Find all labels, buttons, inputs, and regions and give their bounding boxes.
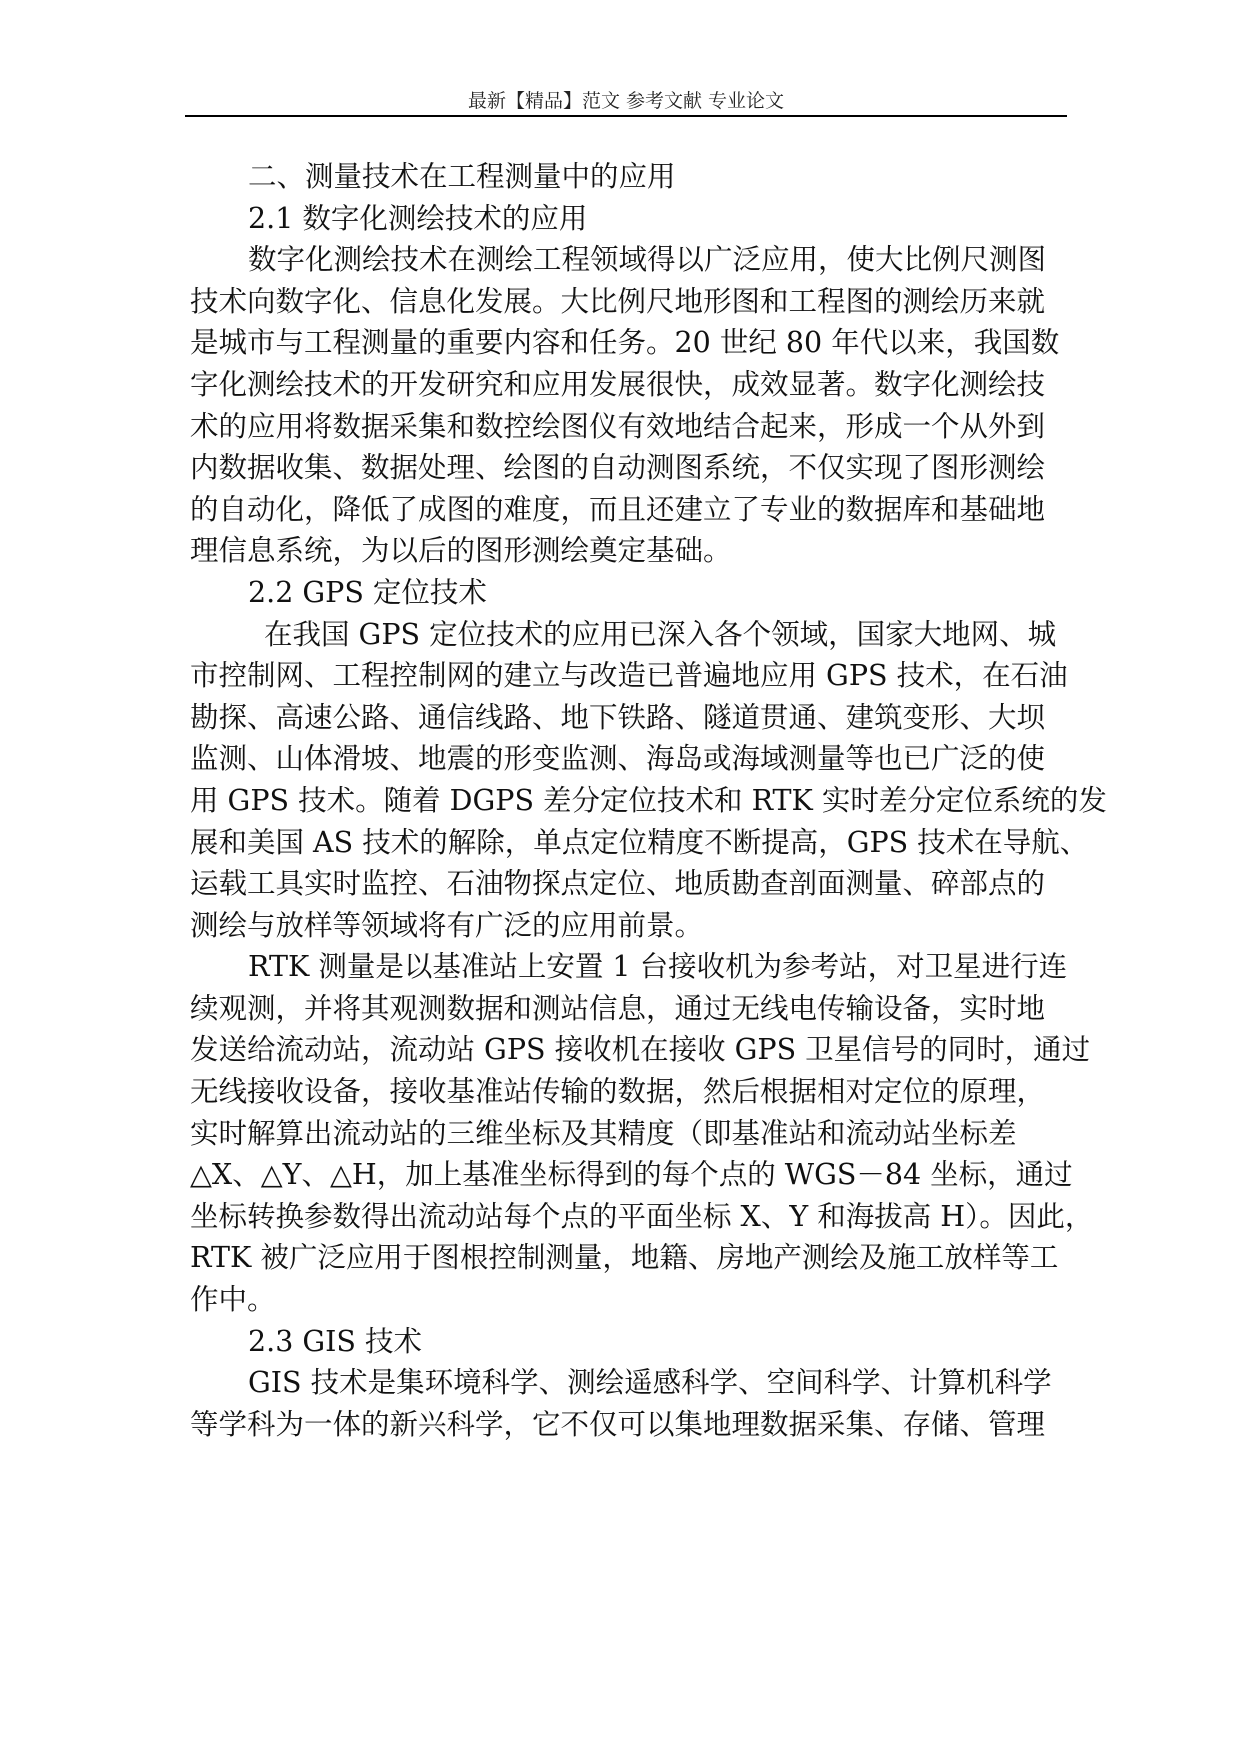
paragraph-line: GIS 技术是集环境科学、测绘遥感科学、空间科学、计算机科学 <box>248 1366 1052 1400</box>
paragraph-line: 在我国 GPS 定位技术的应用已深入各个领域，国家大地网、城 <box>264 617 1057 651</box>
header-divider <box>185 115 1067 117</box>
paragraph-line: 勘探、高速公路、通信线路、地下铁路、隧道贯通、建筑变形、大坝 <box>190 700 1046 734</box>
paragraph-line: 实时解算出流动站的三维坐标及其精度（即基准站和流动站坐标差 <box>190 1116 1017 1150</box>
paragraph-line: 数字化测绘技术在测绘工程领域得以广泛应用，使大比例尺测图 <box>248 243 1047 277</box>
paragraph-line: 展和美国 AS 技术的解除，单点定位精度不断提高，GPS 技术在导航、 <box>190 825 1089 859</box>
paragraph-line: 技术向数字化、信息化发展。大比例尺地形图和工程图的测绘历来就 <box>190 284 1046 318</box>
paragraph-line: 用 GPS 技术。随着 DGPS 差分定位技术和 RTK 实时差分定位系统的发 <box>190 783 1107 817</box>
subsection-heading: 2.3 GIS 技术 <box>248 1324 422 1358</box>
paragraph-line: RTK 被广泛应用于图根控制测量，地籍、房地产测绘及施工放样等工 <box>190 1241 1059 1275</box>
paragraph-line: 测绘与放样等领域将有广泛的应用前景。 <box>190 908 704 942</box>
paragraph-line: △X、△Y、△H，加上基准坐标得到的每个点的 WGS－84 坐标，通过 <box>190 1158 1073 1192</box>
paragraph-line: 术的应用将数据采集和数控绘图仪有效地结合起来，形成一个从外到 <box>190 409 1046 443</box>
subsection-heading: 2.1 数字化测绘技术的应用 <box>248 201 588 235</box>
paragraph-line: 发送给流动站，流动站 GPS 接收机在接收 GPS 卫星信号的同时，通过 <box>190 1033 1091 1067</box>
paragraph-line: 无线接收设备，接收基准站传输的数据，然后根据相对定位的原理， <box>190 1075 1046 1109</box>
paragraph-line: 市控制网、工程控制网的建立与改造已普遍地应用 GPS 技术，在石油 <box>190 659 1068 693</box>
section-heading: 二、测量技术在工程测量中的应用 <box>248 160 676 193</box>
paragraph-line: 字化测绘技术的开发研究和应用发展很快，成效显著。数字化测绘技 <box>190 367 1046 401</box>
paragraph-line: 续观测，并将其观测数据和测站信息，通过无线电传输设备，实时地 <box>190 991 1046 1025</box>
page-header: 最新【精品】范文 参考文献 专业论文 <box>467 90 785 112</box>
paragraph-line: 坐标转换参数得出流动站每个点的平面坐标 X、Y 和海拔高 H）。因此， <box>190 1199 1094 1233</box>
paragraph-line: RTK 测量是以基准站上安置 1 台接收机为参考站，对卫星进行连 <box>248 950 1068 984</box>
paragraph-line: 监测、山体滑坡、地震的形变监测、海岛或海域测量等也已广泛的使 <box>190 742 1046 776</box>
subsection-heading: 2.2 GPS 定位技术 <box>248 575 487 609</box>
paragraph-line: 是城市与工程测量的重要内容和任务。20 世纪 80 年代以来，我国数 <box>190 326 1060 360</box>
paragraph-line: 内数据收集、数据处理、绘图的自动测图系统，不仅实现了图形测绘 <box>190 451 1046 485</box>
paragraph-line: 理信息系统，为以后的图形测绘奠定基础。 <box>190 534 732 568</box>
paragraph-line: 的自动化，降低了成图的难度，而且还建立了专业的数据库和基础地 <box>190 492 1046 526</box>
paragraph-line: 作中。 <box>190 1283 276 1317</box>
paragraph-line: 等学科为一体的新兴科学，它不仅可以集地理数据采集、存储、管理 <box>190 1407 1046 1441</box>
document-body <box>190 156 1107 1445</box>
paragraph-line: 运载工具实时监控、石油物探点定位、地质勘查剖面测量、碎部点的 <box>190 867 1046 901</box>
